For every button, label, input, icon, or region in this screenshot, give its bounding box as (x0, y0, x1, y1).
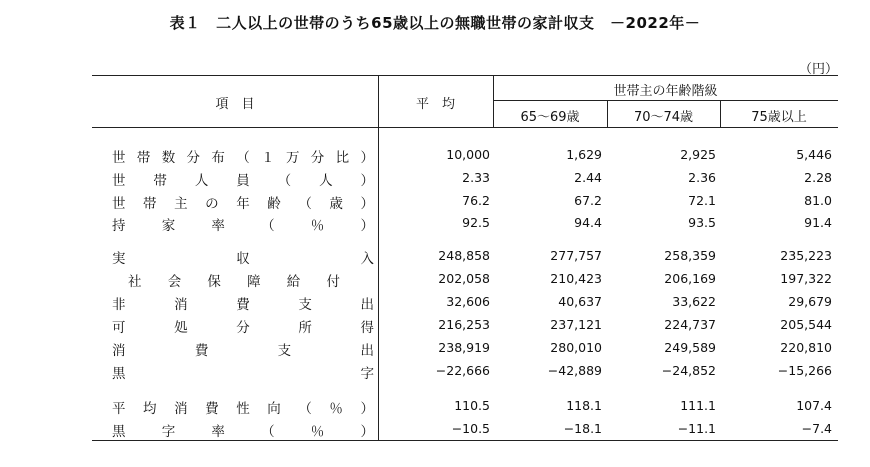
row-label: 実収入 (112, 251, 374, 267)
cell-value: −15,266 (777, 363, 832, 378)
row-label: 平均消費性向（％） (112, 401, 374, 417)
cell-value: 206,169 (664, 271, 716, 286)
row-label: 消費支出 (112, 343, 374, 359)
cell-value: 91.4 (804, 215, 832, 230)
cell-value: 197,322 (780, 271, 832, 286)
cell-value: 205,544 (780, 317, 832, 332)
cell-value: −18.1 (563, 421, 602, 436)
table-top-border (92, 75, 838, 76)
cell-value: 237,121 (550, 317, 602, 332)
unit-label: （円） (798, 62, 838, 77)
cell-value: 248,858 (438, 248, 490, 263)
row-label: 非消費支出 (112, 297, 374, 313)
row-label: 世帯数分布（１万分比） (112, 150, 374, 166)
cell-value: 94.4 (574, 215, 602, 230)
cell-value: 2.36 (688, 170, 716, 185)
cell-value: 72.1 (688, 193, 716, 208)
row-label: 世帯主の年齢（歳） (112, 196, 374, 212)
cell-value: 110.5 (454, 398, 490, 413)
cell-value: 81.0 (804, 193, 832, 208)
header-col-70-74: 70～74歳 (633, 110, 694, 125)
row-label: 黒字 (112, 366, 374, 382)
cell-value: 40,637 (558, 294, 602, 309)
cell-value: −42,889 (547, 363, 602, 378)
item-divider (378, 75, 379, 440)
group-divider (493, 100, 838, 101)
cell-value: 249,589 (664, 340, 716, 355)
cell-value: 202,058 (438, 271, 490, 286)
cell-value: 76.2 (462, 193, 490, 208)
cell-value: 220,810 (780, 340, 832, 355)
cell-value: 93.5 (688, 215, 716, 230)
cell-value: 2,925 (680, 147, 716, 162)
cell-value: −11.1 (677, 421, 716, 436)
cell-value: −10.5 (451, 421, 490, 436)
cell-value: 107.4 (796, 398, 832, 413)
row-label: 世帯人員（人） (112, 173, 374, 189)
cell-value: 29,679 (788, 294, 832, 309)
row-label: 黒字率（％） (112, 424, 374, 440)
cell-value: 5,446 (796, 147, 832, 162)
cell-value: 67.2 (574, 193, 602, 208)
cell-value: 238,919 (438, 340, 490, 355)
cell-value: 118.1 (566, 398, 602, 413)
header-item: 項 目 (215, 97, 255, 112)
cell-value: 111.1 (680, 398, 716, 413)
cell-value: 2.28 (804, 170, 832, 185)
table-bottom-border (92, 440, 838, 441)
cell-value: 92.5 (462, 215, 490, 230)
row-label: 持家率（％） (112, 218, 374, 234)
cell-value: −22,666 (435, 363, 490, 378)
cell-value: −24,852 (661, 363, 716, 378)
cell-value: 280,010 (550, 340, 602, 355)
header-bottom-border (92, 127, 838, 128)
header-age-group: 世帯主の年齢階級 (613, 84, 718, 99)
header-average: 平 均 (415, 97, 455, 112)
cell-value: 210,423 (550, 271, 602, 286)
cell-value: 32,606 (446, 294, 490, 309)
cell-value: 33,622 (672, 294, 716, 309)
cell-value: 1,629 (566, 147, 602, 162)
cell-value: 10,000 (446, 147, 490, 162)
table-title: 表１ 二人以上の世帯のうち65歳以上の無職世帯の家計収支 －2022年－ (169, 14, 701, 32)
cell-value: 2.33 (462, 170, 490, 185)
row-label: 可処分所得 (112, 320, 374, 336)
cell-value: 258,359 (664, 248, 716, 263)
cell-value: 277,757 (550, 248, 602, 263)
row-label: 社会保障給付 (128, 274, 340, 290)
header-col-65-69: 65～69歳 (520, 110, 580, 125)
cell-value: 216,253 (438, 317, 490, 332)
cell-value: 2.44 (574, 170, 602, 185)
header-col-75plus: 75歳以上 (751, 110, 807, 125)
cell-value: 224,737 (664, 317, 716, 332)
cell-value: 235,223 (780, 248, 832, 263)
cell-value: −7.4 (801, 421, 832, 436)
